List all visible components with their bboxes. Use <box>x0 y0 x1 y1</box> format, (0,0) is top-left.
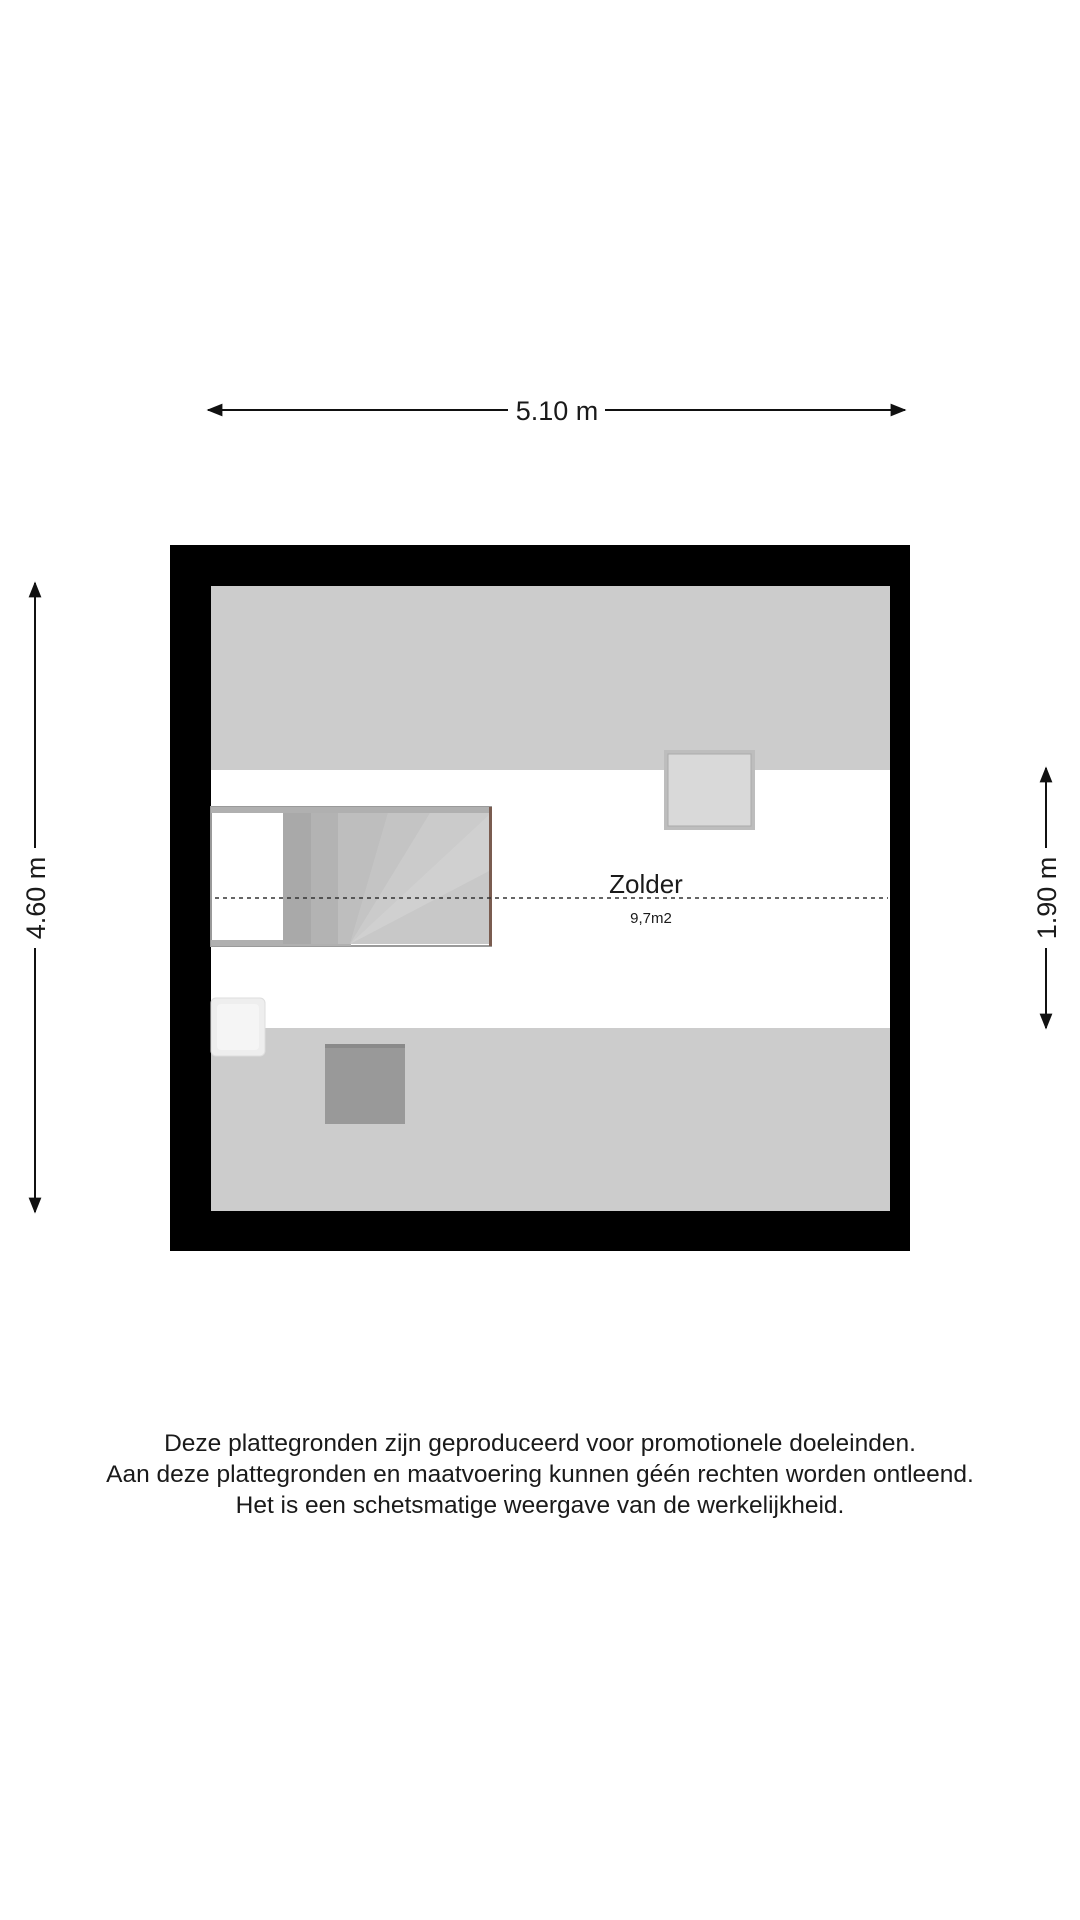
disclaimer-line-2: Aan deze plattegronden en maatvoering kunnen géén rechten worden ontleend. <box>106 1461 974 1488</box>
room-name: Zolder <box>609 869 683 899</box>
staircase <box>211 807 492 946</box>
disclaimer-line-1: Deze plattegronden zijn geproduceerd voor promotionele doeleinden. <box>164 1430 916 1457</box>
height-dimension-label: 4.60 m <box>21 856 51 940</box>
headroom-dimension <box>1032 768 1062 1028</box>
appliance-box <box>325 1044 405 1124</box>
disclaimer <box>0 1428 1080 1521</box>
width-dimension <box>208 396 905 426</box>
width-dimension-label: 5.10 m <box>515 396 599 426</box>
sloped-area-top <box>211 586 890 770</box>
skylight <box>664 750 755 830</box>
room-area: 9,7m2 <box>630 910 672 927</box>
headroom-dimension-label: 1.90 m <box>1032 856 1062 940</box>
height-dimension <box>21 583 51 1212</box>
wall-unit <box>211 998 265 1056</box>
sloped-area-bottom <box>211 1028 890 1211</box>
disclaimer-line-3: Het is een schetsmatige weergave van de werkelijkheid. <box>235 1492 845 1519</box>
